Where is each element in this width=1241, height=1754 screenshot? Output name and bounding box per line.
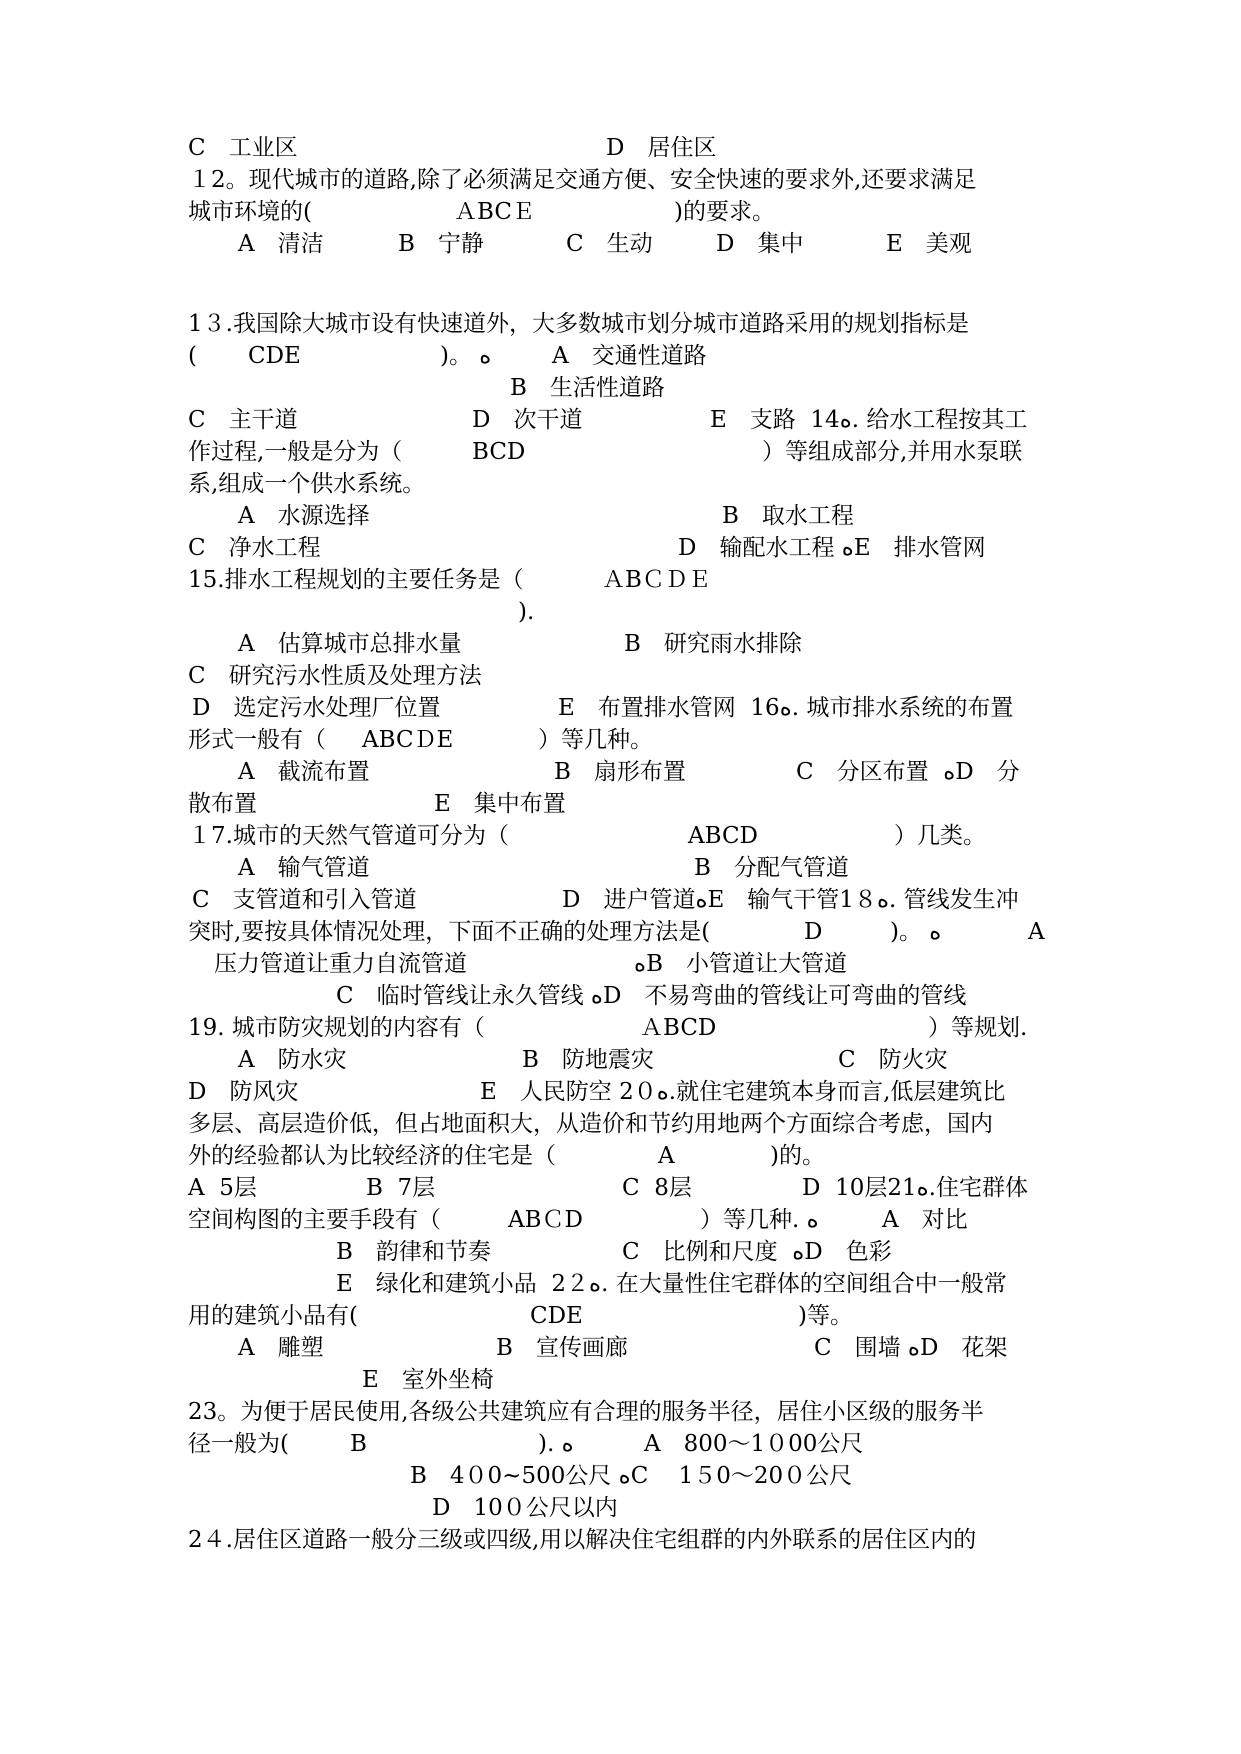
text-line — [188, 132, 1068, 164]
options-line — [188, 692, 1068, 724]
question-17 — [188, 820, 1068, 852]
text-segment: C 工业区 — [188, 135, 298, 161]
text-segment: 用的建筑小品有( — [188, 1303, 358, 1329]
options-line — [188, 404, 1068, 436]
text-segment: )的要求。 — [674, 199, 775, 225]
text-segment: D 10层21ﻩ.住宅群体 — [802, 1175, 1028, 1201]
text-line — [188, 1300, 1068, 1332]
text-segment: A 清洁 — [238, 231, 324, 257]
text-segment: D 居住区 — [606, 135, 717, 161]
text-segment: B 取水工程 — [722, 503, 854, 529]
text-segment: D 进户管道ﻩE 输气干管1８ﻩ. 管线发生冲 — [562, 887, 1019, 913]
text-segment: 15.排水工程规划的主要任务是（ — [188, 567, 524, 593]
text-line — [188, 436, 1068, 468]
text-segment: １2。现代城市的道路,除了必须满足交通方便、安全快速的要求外,还要求满足 — [188, 167, 977, 193]
options-line — [188, 756, 1068, 788]
text-segment: 外的经验都认为比较经济的住宅是（ — [188, 1143, 556, 1169]
text-segment: １7.城市的天然气管道可分为（ — [188, 823, 509, 849]
text-line — [188, 468, 1068, 500]
text-line — [188, 1140, 1068, 1172]
text-segment: 径一般为( — [188, 1431, 289, 1457]
text-segment: A 800～1０00公尺 — [644, 1431, 864, 1457]
options-line — [188, 1044, 1068, 1076]
text-line — [188, 1428, 1068, 1460]
text-segment: 23。为便于居民使用,各级公共建筑应有合理的服务半径，居住小区级的服务半 — [188, 1399, 984, 1425]
options-line — [188, 532, 1068, 564]
text-segment: C 净水工程 — [188, 535, 321, 561]
answer: ABCD — [688, 823, 758, 849]
text-segment: A 对比 — [882, 1207, 968, 1233]
text-segment: C 8层 — [622, 1175, 692, 1201]
text-segment: ）等规划. — [928, 1015, 1028, 1041]
text-segment: D 输配水工程 ﻩE 排水管网 — [678, 535, 986, 561]
text-line — [188, 1204, 1068, 1236]
text-segment: ). — [518, 599, 535, 625]
text-segment: C 围墙 ﻩD 花架 — [814, 1335, 1008, 1361]
text-line — [188, 596, 1068, 628]
question-15 — [188, 564, 1068, 596]
text-line — [188, 196, 1068, 228]
text-segment: A 交通性道路 — [552, 343, 707, 369]
text-segment: )。 ﻩ — [890, 919, 942, 945]
answer: A — [658, 1143, 675, 1169]
text-segment: 空间构图的主要手段有（ — [188, 1207, 441, 1233]
text-segment: E 集中布置 — [434, 791, 566, 817]
options-line — [188, 500, 1068, 532]
text-segment: A 输气管道 — [238, 855, 370, 881]
options-line — [188, 1460, 1068, 1492]
text-segment: C 主干道 — [188, 407, 298, 433]
text-segment: B 宁静 — [398, 231, 484, 257]
text-line — [188, 724, 1068, 756]
text-segment: E 人民防空 2０ﻩ.就住宅建筑本身而言,低层建筑比 — [480, 1079, 1006, 1105]
options-line — [188, 628, 1068, 660]
text-line — [188, 340, 1068, 372]
text-segment: A 5层 — [188, 1175, 257, 1201]
text-segment: 多层、高层造价低，但占地面积大，从造价和节约用地两个方面综合考虑，国内 — [188, 1111, 993, 1137]
answer: CDE — [248, 343, 301, 369]
options-line — [188, 660, 1068, 692]
text-segment: E 支路 14ﻩ. 给水工程按其工 — [710, 407, 1028, 433]
text-segment: B 防地震灾 — [522, 1047, 654, 1073]
text-segment: ）等几种. ﻩ — [700, 1207, 819, 1233]
options-line — [188, 1172, 1068, 1204]
text-segment: 19. 城市防灾规划的内容有（ — [188, 1015, 485, 1041]
text-segment: ）几类。 — [894, 823, 986, 849]
answer: ABCＤE — [362, 727, 454, 753]
answer: BCD — [472, 439, 526, 465]
text-segment: A 雕塑 — [238, 1335, 324, 1361]
text-segment: D 10０公尺以内 — [432, 1495, 618, 1521]
text-line — [188, 916, 1068, 948]
options-line — [188, 1076, 1068, 1108]
text-segment: A 水源选择 — [238, 503, 370, 529]
options-line — [188, 948, 1068, 980]
answer: ＡBCD — [640, 1015, 717, 1041]
question-12 — [188, 164, 1068, 196]
text-segment: D 集中 — [716, 231, 804, 257]
options-line — [188, 852, 1068, 884]
text-segment: B 韵律和节奏 — [336, 1239, 491, 1265]
text-segment: )。 ﻩ — [440, 343, 492, 369]
options-line — [188, 980, 1068, 1012]
text-segment: E 美观 — [886, 231, 972, 257]
text-segment: B 研究雨水排除 — [624, 631, 802, 657]
text-segment: ）等几种。 — [538, 727, 653, 753]
text-segment: D 防风灾 — [188, 1079, 299, 1105]
text-segment: )等。 — [798, 1303, 853, 1329]
text-segment: C 生动 — [566, 231, 653, 257]
answer: ＡBCＥ — [454, 199, 535, 225]
text-segment: B 7层 — [366, 1175, 436, 1201]
question-13 — [188, 308, 1068, 340]
options-line — [188, 1268, 1068, 1300]
text-segment: ( — [188, 343, 197, 369]
question-19 — [188, 1012, 1068, 1044]
text-line — [188, 1108, 1068, 1140]
text-segment: E 布置排水管网 16ﻩ. 城市排水系统的布置 — [558, 695, 1014, 721]
text-segment: 作过程,一般是分为（ — [188, 439, 403, 465]
text-segment: E 室外坐椅 — [362, 1367, 494, 1393]
options-line — [188, 228, 1068, 260]
text-segment: A 截流布置 — [238, 759, 370, 785]
options-line — [188, 788, 1068, 820]
options-line — [188, 884, 1068, 916]
text-segment: C 研究污水性质及处理方法 — [188, 663, 482, 689]
text-segment: C 临时管线让永久管线 ﻩD 不易弯曲的管线让可弯曲的管线 — [336, 983, 967, 1009]
answer: B — [350, 1431, 367, 1457]
question-23 — [188, 1396, 1068, 1428]
text-segment: 1３.我国除大城市设有快速道外，大多数城市划分城市道路采用的规划指标是 — [188, 311, 969, 337]
text-segment: A 估算城市总排水量 — [238, 631, 462, 657]
text-segment: 2４.居住区道路一般分三级或四级,用以解决住宅组群的内外联系的居住区内的 — [188, 1527, 977, 1553]
text-segment: ）等组成部分,并用水泵联 — [762, 439, 1023, 465]
text-segment: B 宣传画廊 — [496, 1335, 628, 1361]
options-line — [188, 1364, 1068, 1396]
answer: D — [804, 919, 823, 945]
text-segment: D 选定污水处理厂位置 — [192, 695, 441, 721]
text-segment: 系,组成一个供水系统。 — [188, 471, 426, 497]
text-segment: ). ﻩ — [538, 1431, 574, 1457]
answer: CDE — [530, 1303, 583, 1329]
text-segment: D 次干道 — [472, 407, 583, 433]
text-segment: A — [1028, 919, 1045, 945]
text-segment: A 防水灾 — [238, 1047, 347, 1073]
answer: ＡBＣＤＥ — [602, 567, 711, 593]
text-segment: E 绿化和建筑小品 2２ﻩ. 在大量性住宅群体的空间组合中一般常 — [336, 1271, 1007, 1297]
text-segment: B 分配气管道 — [694, 855, 849, 881]
text-segment: ﻩB 小管道让大管道 — [634, 951, 847, 977]
text-segment: C 支管道和引入管道 — [192, 887, 417, 913]
text-segment: 压力管道让重力自流管道 — [214, 951, 467, 977]
options-line — [188, 372, 1068, 404]
question-24 — [188, 1524, 1068, 1556]
text-segment: 散布置 — [188, 791, 257, 817]
text-segment: )的。 — [770, 1143, 825, 1169]
text-segment: C 防火灾 — [838, 1047, 948, 1073]
text-segment: B 扇形布置 — [554, 759, 686, 785]
text-segment: B 4０0~500公尺 ﻩC 1５0～20０公尺 — [410, 1463, 853, 1489]
text-segment: 突时,要按具体情况处理，下面不正确的处理方法是( — [188, 919, 711, 945]
text-segment: C 比例和尺度 ﻩD 色彩 — [622, 1239, 892, 1265]
text-segment: 形式一般有（ — [188, 727, 326, 753]
options-line — [188, 1492, 1068, 1524]
options-line — [188, 1236, 1068, 1268]
text-segment: C 分区布置 ﻩD 分 — [796, 759, 1020, 785]
answer: ABＣD — [508, 1207, 583, 1233]
text-segment: 城市环境的( — [188, 199, 312, 225]
text-segment: B 生活性道路 — [510, 375, 665, 401]
options-line — [188, 1332, 1068, 1364]
